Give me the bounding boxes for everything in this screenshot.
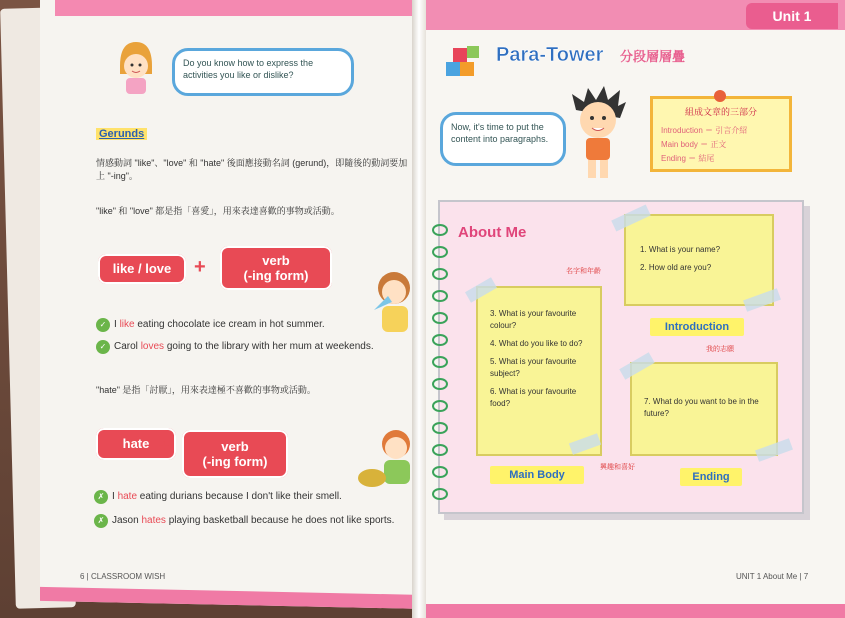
example-bullet-icon: ✗ bbox=[94, 490, 108, 504]
section-title: Gerunds bbox=[96, 128, 147, 140]
example-highlight: hate bbox=[117, 491, 138, 502]
sticky-note-main-body bbox=[476, 286, 602, 456]
building-blocks-icon bbox=[444, 42, 484, 80]
example-text: I bbox=[112, 491, 118, 502]
example-text: playing basketball because he does not like sports. bbox=[165, 515, 395, 526]
pushpin-icon bbox=[714, 90, 726, 102]
part-row-ending: Ending ＝ 結尾 bbox=[661, 154, 715, 163]
formula-verb-label: verb bbox=[262, 253, 290, 268]
page-title-chinese: 分段層層疊 bbox=[620, 49, 686, 64]
formula-ing-label: (-ing form) bbox=[202, 454, 268, 469]
example-bullet-icon: ✓ bbox=[96, 340, 110, 354]
example-sentence bbox=[94, 514, 414, 528]
question-speech-bubble: Do you know how to express the activities you like or dislike? bbox=[172, 48, 354, 96]
formula-verb-label: verb bbox=[221, 439, 249, 454]
example-bullet-icon: ✗ bbox=[94, 514, 108, 528]
girl-illustration bbox=[116, 40, 156, 96]
page-footer: 6 | CLASSROOM WISH bbox=[80, 572, 166, 581]
instruction-speech-bubble: Now, it's time to put the content into paragraphs. bbox=[440, 112, 566, 166]
part-row-introduction: Introduction ＝ 引言介紹 bbox=[661, 126, 748, 135]
note-question: 3. What is your favourite colour? bbox=[490, 309, 577, 330]
formula-ing-label: (-ing form) bbox=[243, 268, 309, 283]
part-row-main-body: Main body ＝ 正文 bbox=[661, 140, 727, 149]
three-parts-box bbox=[650, 96, 792, 172]
example-text: Jason bbox=[112, 515, 142, 526]
explanation-text: "like" 和 "love" 都是指「喜愛」，用來表達喜歡的事物或活動。 bbox=[96, 206, 340, 216]
example-sentence bbox=[96, 340, 416, 354]
notebook-spiral-binding-icon bbox=[430, 222, 450, 502]
note-question: 5. What is your favourite subject? bbox=[490, 357, 577, 378]
explanation-text: 情感動詞 "like"、"love" 和 "hate" 後面應接動名詞 (gerund)，即隨後的動詞要加上 "-ing"。 bbox=[96, 158, 408, 181]
example-bullet-icon: ✓ bbox=[96, 318, 110, 332]
example-sentence bbox=[96, 318, 396, 332]
notebook-heading: About Me bbox=[458, 224, 527, 241]
formula-verb-ing bbox=[220, 246, 332, 290]
page-footer: UNIT 1 About Me | 7 bbox=[736, 572, 809, 581]
example-highlight: like bbox=[119, 319, 135, 330]
formula-hate: hate bbox=[96, 428, 176, 460]
sticky-note-introduction bbox=[624, 214, 774, 306]
child-with-durian-illustration bbox=[356, 424, 418, 492]
label-main-body: Main Body bbox=[490, 466, 584, 484]
label-introduction: Introduction bbox=[650, 318, 744, 336]
note-question: 6. What is your favourite food? bbox=[490, 387, 577, 408]
example-text: Carol bbox=[114, 341, 141, 352]
example-highlight: loves bbox=[140, 341, 165, 352]
unit-tab: Unit 1 bbox=[746, 3, 838, 29]
example-highlight: hates bbox=[141, 515, 166, 526]
plus-icon: + bbox=[194, 256, 206, 278]
explanation-text: "hate" 是指「討厭」，用來表達極不喜歡的事物或活動。 bbox=[96, 385, 316, 395]
note-question: 1. What is your name? bbox=[640, 245, 721, 254]
annotation-note: 興趣和喜好 bbox=[600, 464, 635, 471]
example-sentence bbox=[94, 490, 414, 504]
annotation-note: 我的志願 bbox=[706, 346, 734, 353]
example-text: I bbox=[114, 319, 120, 330]
three-parts-title: 組成文章的三部分 bbox=[684, 107, 757, 117]
note-question: 4. What do you like to do? bbox=[490, 339, 583, 348]
note-question: 2. How old are you? bbox=[640, 263, 712, 272]
note-question: 7. What do you want to be in the future? bbox=[644, 397, 759, 418]
boy-illustration bbox=[566, 86, 630, 182]
example-text: going to the library with her mum at weekends. bbox=[164, 341, 374, 352]
example-text: eating chocolate ice cream in hot summer. bbox=[134, 319, 325, 330]
page-title: Para-Tower bbox=[496, 44, 604, 66]
example-text: eating durians because I don't like their smell. bbox=[137, 491, 342, 502]
plus-icon: + bbox=[158, 436, 170, 458]
left-page-top-border bbox=[55, 0, 430, 16]
sticky-note-ending bbox=[630, 362, 778, 456]
formula-verb-ing bbox=[182, 430, 288, 478]
annotation-note: 名字和年齡 bbox=[566, 268, 601, 275]
formula-like-love: like / love bbox=[98, 254, 186, 284]
label-ending: Ending bbox=[680, 468, 742, 486]
